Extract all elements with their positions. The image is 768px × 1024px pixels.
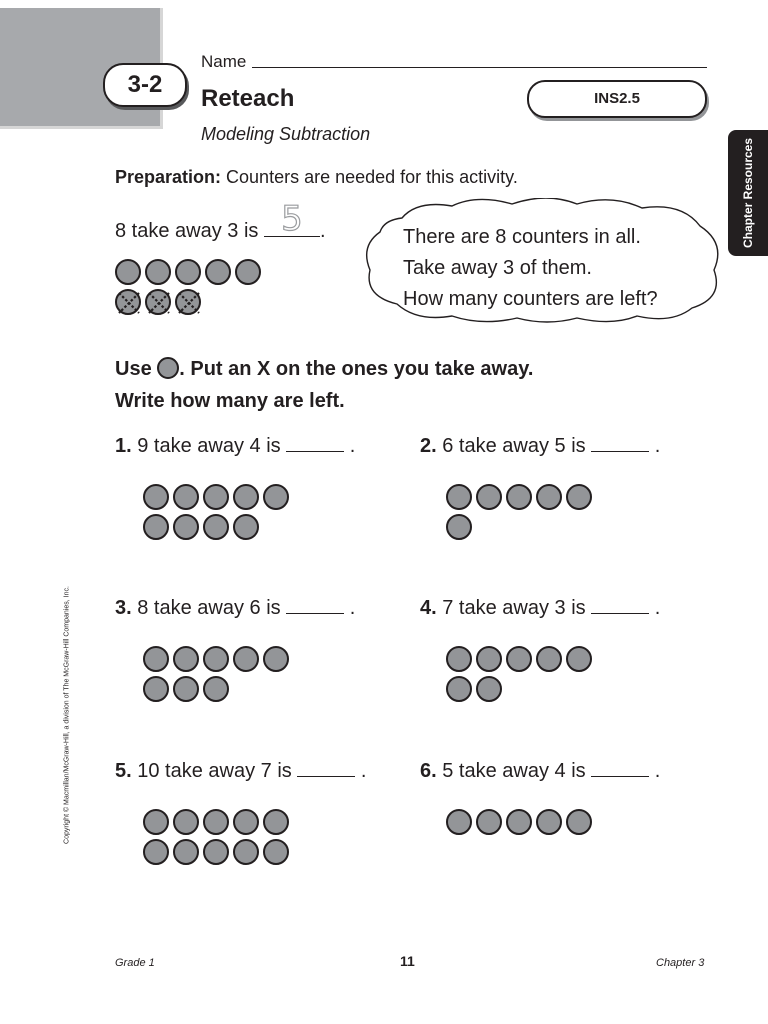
counter[interactable]: [203, 484, 229, 510]
cloud-line: There are 8 counters in all.: [403, 226, 641, 248]
problem-text: 6 take away 5 is: [442, 435, 586, 457]
preparation-note: [115, 167, 518, 188]
counter[interactable]: [233, 484, 259, 510]
counter[interactable]: [233, 809, 259, 835]
cloud-text: [403, 222, 658, 315]
counter[interactable]: [263, 839, 289, 865]
x-mark-icon: [174, 288, 204, 318]
counter[interactable]: [536, 646, 562, 672]
counter[interactable]: [173, 809, 199, 835]
counter[interactable]: [115, 259, 141, 285]
counter[interactable]: [566, 809, 592, 835]
problem-end: .: [360, 760, 367, 782]
example-crossed-row: [115, 289, 261, 315]
counter-row: [446, 646, 592, 672]
counter-row: [446, 809, 592, 835]
counter[interactable]: [143, 484, 169, 510]
problem-number: 3.: [115, 597, 132, 619]
counter[interactable]: [203, 839, 229, 865]
counter[interactable]: [175, 259, 201, 285]
counter[interactable]: [205, 259, 231, 285]
problem-end: .: [654, 597, 661, 619]
cloud-line: How many counters are left?: [403, 288, 658, 310]
problem-end: .: [654, 435, 661, 457]
problem-number: 2.: [420, 435, 437, 457]
instructions-line1: . Put an X on the ones you take away.: [179, 358, 534, 380]
problem-number: 1.: [115, 435, 132, 457]
counter[interactable]: [476, 484, 502, 510]
counter[interactable]: [173, 484, 199, 510]
counter[interactable]: [143, 839, 169, 865]
crossed-counter[interactable]: [145, 289, 171, 315]
counter[interactable]: [263, 484, 289, 510]
lesson-badge: 3-2: [103, 63, 187, 107]
problem-4: [420, 597, 660, 620]
counter[interactable]: [173, 514, 199, 540]
counter-row: [143, 839, 289, 865]
preparation-text: Counters are needed for this activity.: [221, 167, 518, 187]
counter-row: [143, 676, 289, 702]
counter[interactable]: [203, 646, 229, 672]
counter[interactable]: [263, 646, 289, 672]
counter[interactable]: [506, 646, 532, 672]
counter[interactable]: [235, 259, 261, 285]
problem-6: [420, 760, 660, 783]
problem-2-counters: [446, 484, 592, 540]
problem-5-counters: [143, 809, 289, 865]
counter-row: [446, 676, 592, 702]
problem-1-counters: [143, 484, 289, 540]
counter[interactable]: [143, 809, 169, 835]
cloud-line: Take away 3 of them.: [403, 257, 592, 279]
problem-text: 5 take away 4 is: [442, 760, 586, 782]
counter[interactable]: [203, 809, 229, 835]
counter-row: [143, 809, 289, 835]
counter[interactable]: [143, 514, 169, 540]
counter[interactable]: [173, 676, 199, 702]
name-field-line[interactable]: [252, 67, 707, 68]
counter[interactable]: [446, 484, 472, 510]
example-answer: 5: [281, 199, 303, 239]
example-counters: [115, 259, 261, 315]
counter[interactable]: [203, 514, 229, 540]
problem-5: [115, 760, 366, 783]
counter[interactable]: [476, 646, 502, 672]
preparation-label: Preparation:: [115, 167, 222, 187]
counter[interactable]: [263, 809, 289, 835]
problem-end: .: [654, 760, 661, 782]
counter[interactable]: [143, 646, 169, 672]
problem-2: [420, 435, 660, 458]
copyright-notice: Copyright © Macmillan/McGraw-Hill, a division of The McGraw-Hill Companies, Inc.: [63, 586, 71, 844]
problem-4-counters: [446, 646, 592, 702]
counter-icon: [157, 357, 179, 379]
problem-text: 9 take away 4 is: [137, 435, 281, 457]
crossed-counter[interactable]: [115, 289, 141, 315]
problem-3-counters: [143, 646, 289, 702]
counter[interactable]: [145, 259, 171, 285]
instructions: [115, 353, 533, 417]
instructions-line2: Write how many are left.: [115, 390, 345, 412]
answer-blank[interactable]: [591, 435, 649, 452]
answer-blank[interactable]: [286, 435, 344, 452]
answer-blank[interactable]: [297, 760, 355, 777]
example-end: .: [319, 220, 326, 242]
example-sentence: [115, 199, 326, 243]
name-label: Name: [201, 52, 247, 71]
problem-text: 7 take away 3 is: [442, 597, 586, 619]
problem-3: [115, 597, 355, 620]
page-title: Reteach: [201, 85, 295, 112]
problem-number: 6.: [420, 760, 437, 782]
problem-6-counters: [446, 809, 592, 835]
counter[interactable]: [143, 676, 169, 702]
crossed-counter[interactable]: [175, 289, 201, 315]
chapter-resources-tab: [728, 130, 768, 256]
standard-badge: INS2.5: [527, 80, 707, 118]
counter[interactable]: [446, 514, 472, 540]
counter[interactable]: [476, 809, 502, 835]
example-answer-blank: [264, 199, 320, 239]
x-mark-icon: [114, 288, 144, 318]
counter[interactable]: [233, 514, 259, 540]
counter-row: [143, 484, 289, 510]
counter-row: [446, 514, 592, 540]
example-counter-row: [115, 259, 261, 285]
counter[interactable]: [446, 676, 472, 702]
counter[interactable]: [506, 809, 532, 835]
counter[interactable]: [566, 646, 592, 672]
counter[interactable]: [203, 676, 229, 702]
counter-row: [143, 514, 289, 540]
problem-number: 5.: [115, 760, 132, 782]
counter-row: [143, 646, 289, 672]
example-text: 8 take away 3 is: [115, 220, 259, 242]
problem-1: [115, 435, 355, 458]
counter[interactable]: [536, 809, 562, 835]
counter[interactable]: [173, 646, 199, 672]
counter[interactable]: [446, 809, 472, 835]
problem-text: 10 take away 7 is: [137, 760, 292, 782]
counter[interactable]: [506, 484, 532, 510]
page-number: 11: [400, 953, 415, 969]
instructions-use: Use: [115, 358, 158, 380]
side-tab-label: Chapter Resources: [741, 137, 755, 249]
problem-end: .: [349, 597, 356, 619]
counter-row: [446, 484, 592, 510]
answer-blank[interactable]: [591, 597, 649, 614]
answer-blank[interactable]: [591, 760, 649, 777]
counter[interactable]: [536, 484, 562, 510]
counter[interactable]: [446, 646, 472, 672]
counter[interactable]: [476, 676, 502, 702]
footer-chapter: Chapter 3: [656, 957, 705, 969]
page-subtitle: Modeling Subtraction: [201, 124, 371, 144]
counter[interactable]: [173, 839, 199, 865]
counter[interactable]: [233, 839, 259, 865]
x-mark-icon: [144, 288, 174, 318]
counter[interactable]: [566, 484, 592, 510]
footer-grade: Grade 1: [115, 957, 155, 969]
problem-end: .: [349, 435, 356, 457]
counter[interactable]: [233, 646, 259, 672]
answer-blank[interactable]: [286, 597, 344, 614]
problem-number: 4.: [420, 597, 437, 619]
problem-text: 8 take away 6 is: [137, 597, 281, 619]
